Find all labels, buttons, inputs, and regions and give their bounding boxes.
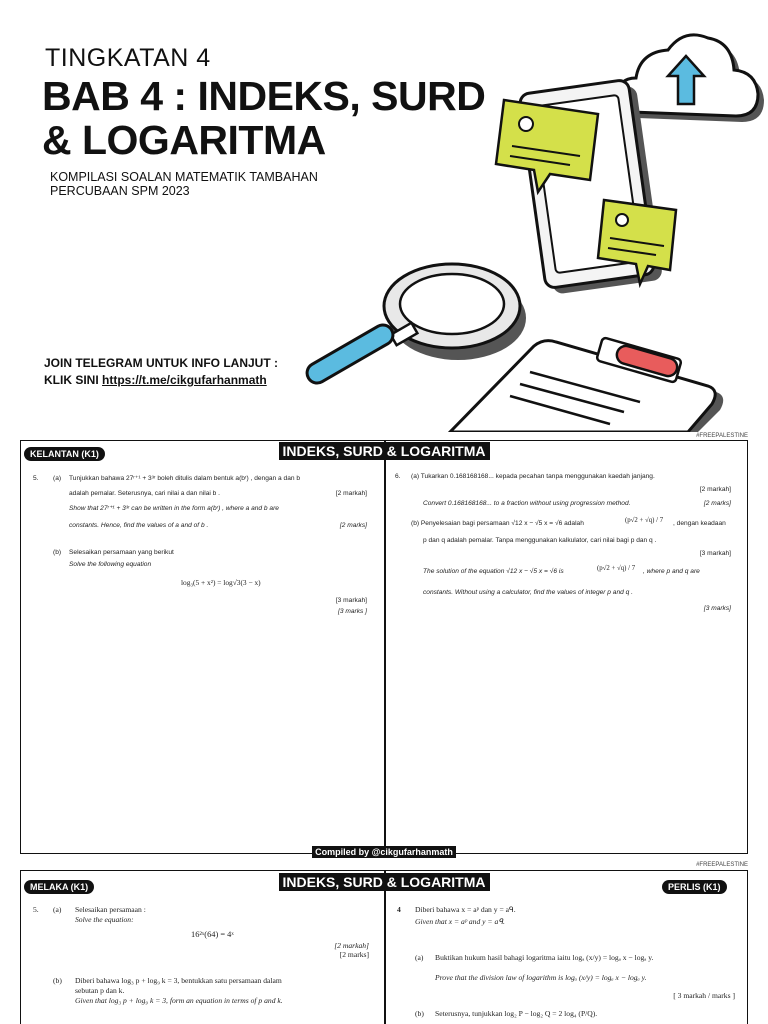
marks-label: [2 marks] <box>339 950 369 959</box>
fraction: (p√2 + √q) / 7 <box>597 565 636 572</box>
marks-label: [ 3 markah / marks ] <box>673 991 735 1000</box>
question-number: 5. <box>33 905 39 914</box>
question-text: adalah pemalar. Seterusnya, cari nilai a dan nilai b . <box>69 490 221 497</box>
question-text: Selesaikan persamaan yang berikut <box>69 549 174 556</box>
question-text: p dan q adalah pemalar. Tanpa menggunakan kalkulator, cari nilai bagi p dan q . <box>423 537 657 544</box>
marks-label: [2 markah] <box>699 486 731 493</box>
fraction: (p√2 + √q) / 7 <box>625 517 664 524</box>
column-divider <box>384 871 386 1024</box>
question-text-english: Convert 0.168168168... to a fraction without using progression method. <box>423 500 631 507</box>
chat-bubble-icon <box>496 100 598 192</box>
question-text-english: Given that log₃ p + log₉ k = 3, form an equation in terms of p and k. <box>75 996 283 1005</box>
question-5-melaka <box>33 905 373 1024</box>
marks-label: [2 marks] <box>703 500 731 507</box>
question-number: 6. <box>395 473 401 480</box>
worksheet-page-1 <box>20 440 748 854</box>
question-text: (b) Penyelesaian bagi persamaan √12 x − √5 x = √6 adalah <box>411 520 584 527</box>
question-text: , dengan keadaan <box>673 520 726 527</box>
question-number: 5. <box>33 475 39 482</box>
question-text: Diberi bahawa x = aᵖ dan y = aᑫ. <box>415 905 516 914</box>
question-text: Selesaikan persamaan : <box>75 905 146 914</box>
question-5-kelantan <box>33 475 373 645</box>
worksheet-title-text: INDEKS, SURD & LOGARITMA <box>279 442 490 460</box>
marks-label: [3 marks ] <box>338 608 367 615</box>
part-label: (a) <box>53 475 62 482</box>
part-label: (b) <box>53 976 62 985</box>
equation: 16²ˣ(64) = 4ˣ <box>191 930 234 939</box>
question-text-english: Given that x = aᵖ and y = aᑫ. <box>415 917 505 926</box>
cover-title-line2: & LOGARITMA <box>42 117 326 163</box>
cloud-upload-icon <box>618 35 764 122</box>
question-text-english: Solve the equation: <box>75 915 134 924</box>
compiled-by-text: Compiled by @cikgufarhanmath <box>312 846 456 858</box>
part-label: (b) <box>415 1009 424 1018</box>
question-text-english: constants. Without using a calculator, find the values of integer p and q . <box>423 589 633 596</box>
marks-label: [2 markah] <box>335 490 367 497</box>
compiled-by <box>0 847 768 857</box>
question-6 <box>395 473 737 633</box>
question-text: Buktikan hukum hasil bahagi logaritma iaitu logₐ (x/y) = logₐ x − logₐ y. <box>435 953 654 962</box>
equation: log₃(5 + x²) = log√3(3 − x) <box>181 578 261 587</box>
part-label: (b) <box>53 549 62 556</box>
question-4-perlis <box>397 905 739 1024</box>
marks-label: [2 marks] <box>339 522 367 529</box>
kompilasi-line1: KOMPILASI SOALAN MATEMATIK TAMBAHAN <box>50 170 318 184</box>
marks-label: [3 marks] <box>703 605 731 612</box>
question-text-english: Show that 27ʳ⁺¹ + 3³ʳ can be written in the form a(bʳ) , where a and b are <box>69 505 279 512</box>
source-badge: KELANTAN (K1) <box>24 447 105 461</box>
question-text-english: The solution of the equation √12 x − √5 x = √6 is <box>423 568 564 575</box>
question-text-english: Prove that the division law of logarithm is logₐ (x/y) = logₐ x − logₐ y. <box>435 973 647 982</box>
question-text-english: constants. Hence, find the values of a and of b . <box>69 522 209 529</box>
marks-label: [3 markah] <box>699 550 731 557</box>
worksheet-title-text: INDEKS, SURD & LOGARITMA <box>279 873 490 891</box>
question-text: Tunjukkan bahawa 27ʳ⁺¹ + 3³ʳ boleh ditulis dalam bentuk a(bʳ) , dengan a dan b <box>69 475 301 482</box>
source-badge: PERLIS (K1) <box>662 880 727 894</box>
cover-subtitle: TINGKATAN 4 <box>45 44 211 72</box>
klik-label: KLIK SINI <box>44 373 99 387</box>
part-label: (a) <box>53 905 62 914</box>
question-text: Diberi bahawa log₃ p + log₉ k = 3, bentukkan satu persamaan dalam <box>75 976 282 985</box>
marks-label: [2 markah] <box>334 941 369 950</box>
cover-kompilasi <box>50 170 318 198</box>
marks-label: [3 markah] <box>335 597 367 604</box>
part-label: (a) <box>415 953 424 962</box>
cover-section <box>0 0 768 432</box>
cover-illustration <box>280 0 768 432</box>
magnifying-glass-icon <box>303 264 526 387</box>
question-text: Seterusnya, tunjukkan log₂ P − log₂ Q = 2 log₄ (P/Q). <box>435 1009 598 1018</box>
cover-join-telegram <box>44 355 278 389</box>
question-text-english: , where p and q are <box>643 568 700 575</box>
cover-title-line1: BAB 4 : INDEKS, SURD <box>42 73 486 119</box>
kompilasi-line2: PERCUBAAN SPM 2023 <box>50 184 190 198</box>
question-number: 4 <box>397 905 401 914</box>
worksheet-page-2 <box>20 870 748 1024</box>
klik-line <box>44 372 278 389</box>
telegram-link[interactable]: https://t.me/cikgufarhanmath <box>102 373 267 387</box>
hashtag-free-palestine: #FREEPALESTINE <box>696 862 748 868</box>
hashtag-free-palestine: #FREEPALESTINE <box>696 433 748 439</box>
question-text-english: Solve the following equation <box>69 561 152 568</box>
question-text: sebutan p dan k. <box>75 986 125 995</box>
source-badge: MELAKA (K1) <box>24 880 94 894</box>
join-line: JOIN TELEGRAM UNTUK INFO LANJUT : <box>44 356 278 370</box>
question-text: (a) Tukarkan 0.168168168... kepada pecahan tanpa menggunakan kaedah janjang. <box>411 473 655 480</box>
column-divider <box>384 441 386 853</box>
